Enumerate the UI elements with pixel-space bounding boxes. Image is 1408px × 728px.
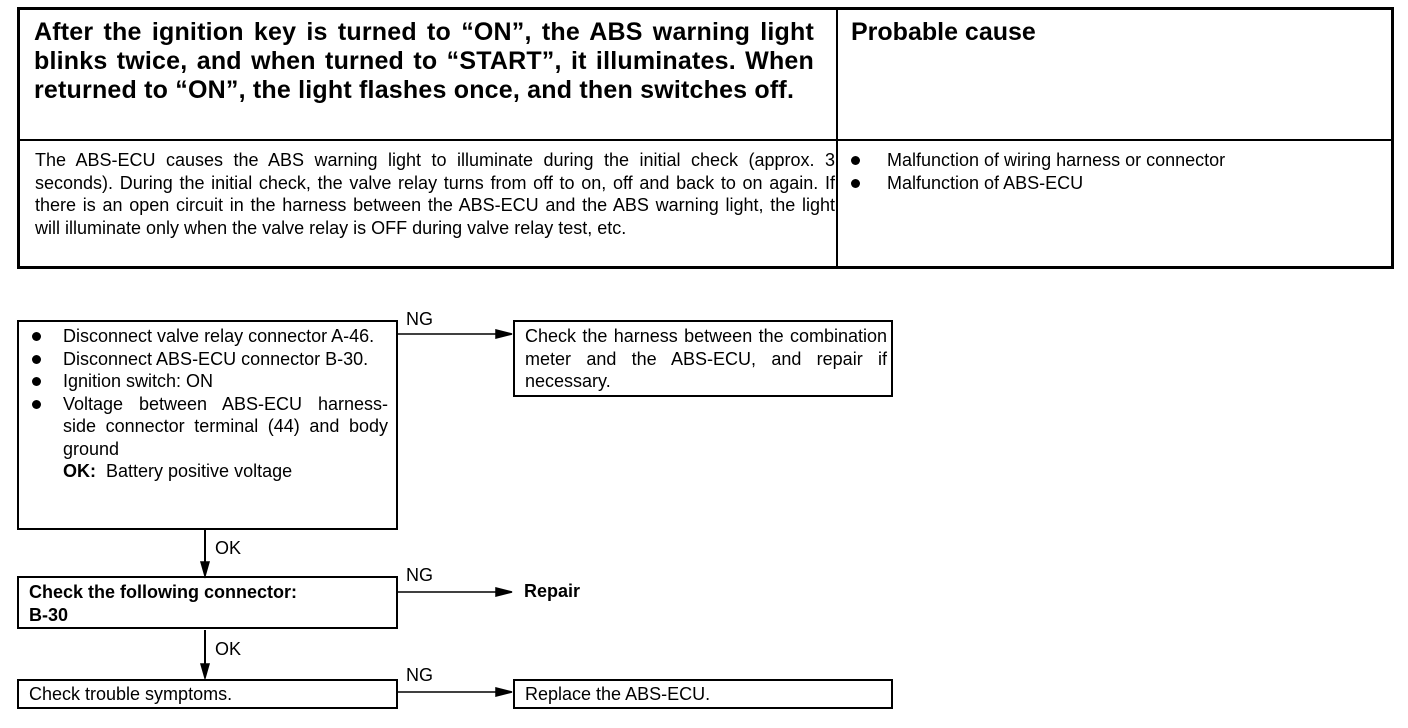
step1-box	[17, 320, 398, 530]
step2-box: Check the following connector: B-30	[17, 576, 398, 629]
step1-item: Disconnect valve relay connector A-46.	[29, 325, 388, 348]
ok-condition-label: OK:	[63, 461, 96, 481]
step1-item: Ignition switch: ON	[29, 370, 388, 393]
step1-item: Disconnect ABS-ECU connector B-30.	[29, 348, 388, 371]
ok-arrowhead-2	[201, 664, 209, 678]
ok-arrowhead-1	[201, 562, 209, 576]
step1-item: Voltage between ABS-ECU harness-side connector terminal (44) and body ground	[29, 393, 388, 461]
step3-ng-box: Replace the ABS-ECU.	[513, 679, 893, 709]
ng-label: NG	[406, 565, 433, 585]
repair-action: Repair	[524, 581, 581, 601]
ok-condition-value: Battery positive voltage	[106, 461, 293, 481]
symptom-description: The ABS-ECU causes the ABS warning light to illuminate during the initial check (approx. 3 seconds). During the initial check, the valve relay turns from off to on, off and back to on again. If there is an open circuit in the harness between the ABS-ECU and the ABS warning light, the light will illuminate only when the valve relay is OFF during valve relay test, etc.	[35, 150, 835, 238]
ok-label: OK	[215, 538, 242, 558]
ng-label: NG	[406, 665, 433, 685]
step1-ng-box: Check the harness between the combination meter and the ABS-ECU, and repair if necessary.	[513, 320, 893, 397]
step1-list	[29, 325, 388, 460]
probable-cause-item: Malfunction of ABS-ECU	[851, 172, 1225, 195]
ok-label: OK	[215, 639, 242, 659]
symptom-heading: After the ignition key is turned to “ON”, the ABS warning light blinks twice, and when turned to “START”, it illuminates. When returned to “ON”, the light flashes once, and then switches off.	[34, 18, 814, 104]
ng-arrowhead-3	[496, 688, 512, 696]
step3-box: Check trouble symptoms.	[17, 679, 398, 709]
probable-cause-item: Malfunction of wiring harness or connector	[851, 149, 1225, 172]
probable-cause-heading: Probable cause	[851, 18, 1036, 46]
ng-arrowhead-2	[496, 588, 512, 596]
ng-label: NG	[406, 309, 433, 329]
step1-ok-condition	[29, 460, 388, 483]
ng-arrowhead-1	[496, 330, 512, 338]
